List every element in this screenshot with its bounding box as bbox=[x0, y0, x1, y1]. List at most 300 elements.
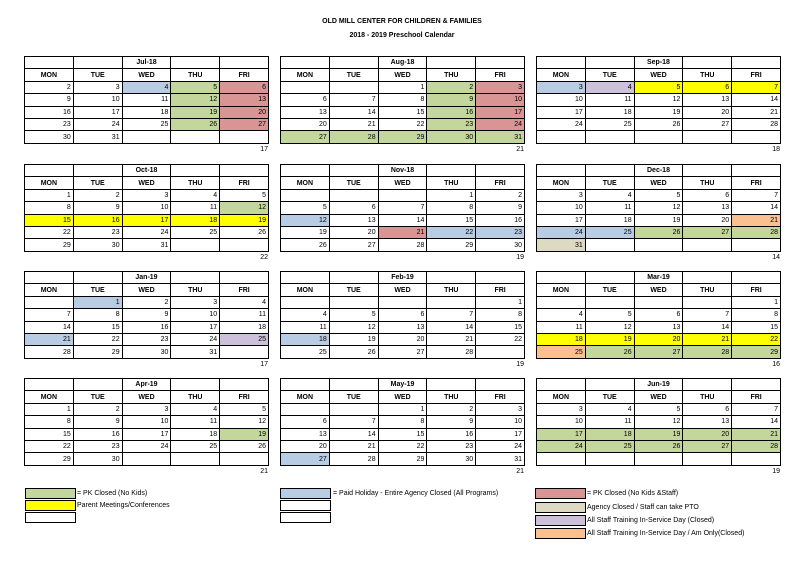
day-cell: 19 bbox=[171, 106, 220, 118]
day-cell: 6 bbox=[281, 94, 330, 106]
day-cell: 28 bbox=[732, 118, 781, 130]
day-cell: 15 bbox=[476, 321, 525, 333]
day-cell: 10 bbox=[476, 94, 525, 106]
header-cell bbox=[683, 272, 732, 284]
week-row bbox=[537, 346, 781, 358]
day-cell bbox=[634, 453, 683, 465]
month-block bbox=[280, 378, 525, 477]
day-cell: 30 bbox=[25, 131, 74, 143]
day-cell: 21 bbox=[732, 106, 781, 118]
day-cell: 25 bbox=[585, 118, 634, 130]
day-cell: 10 bbox=[537, 202, 586, 214]
month-block bbox=[280, 56, 525, 155]
day-cell: 20 bbox=[683, 214, 732, 226]
day-cell: 5 bbox=[634, 403, 683, 415]
day-cell: 8 bbox=[378, 416, 427, 428]
day-cell: 25 bbox=[281, 346, 330, 358]
day-cell: 21 bbox=[427, 333, 476, 345]
day-cell: 30 bbox=[476, 239, 525, 251]
day-cell: 2 bbox=[73, 189, 122, 201]
weekday-header: TUE bbox=[585, 391, 634, 403]
day-cell: 26 bbox=[220, 440, 269, 452]
day-cell: 31 bbox=[476, 453, 525, 465]
day-cell: 24 bbox=[537, 440, 586, 452]
day-cell: 28 bbox=[25, 346, 74, 358]
day-cell bbox=[220, 453, 269, 465]
day-count: 17 bbox=[260, 145, 268, 153]
day-count: 19 bbox=[772, 467, 780, 475]
day-cell bbox=[476, 346, 525, 358]
week-row bbox=[281, 94, 525, 106]
week-row bbox=[281, 453, 525, 465]
month-name: Jul-18 bbox=[122, 57, 171, 69]
day-cell: 29 bbox=[378, 131, 427, 143]
day-cell: 20 bbox=[683, 106, 732, 118]
header-cell bbox=[281, 165, 330, 177]
week-row bbox=[281, 106, 525, 118]
legend-pk-closed: = PK Closed (No Kids) bbox=[77, 490, 148, 497]
day-cell: 7 bbox=[732, 81, 781, 93]
weekday-header: THU bbox=[171, 391, 220, 403]
day-cell: 25 bbox=[537, 346, 586, 358]
header-cell bbox=[537, 379, 586, 391]
header-cell bbox=[25, 57, 74, 69]
day-cell: 3 bbox=[122, 403, 171, 415]
day-cell: 6 bbox=[683, 189, 732, 201]
day-cell: 25 bbox=[171, 440, 220, 452]
day-cell: 17 bbox=[122, 214, 171, 226]
day-cell: 17 bbox=[476, 106, 525, 118]
week-row bbox=[25, 403, 269, 415]
day-cell: 11 bbox=[171, 202, 220, 214]
day-cell bbox=[378, 189, 427, 201]
day-cell: 12 bbox=[634, 416, 683, 428]
day-cell: 12 bbox=[171, 94, 220, 106]
week-row bbox=[537, 226, 781, 238]
legend-swatch-empty-3 bbox=[280, 512, 331, 523]
week-row bbox=[25, 428, 269, 440]
day-cell: 22 bbox=[25, 440, 74, 452]
weekday-header: FRI bbox=[476, 284, 525, 296]
header-cell bbox=[329, 57, 378, 69]
day-cell bbox=[732, 453, 781, 465]
day-cell bbox=[585, 239, 634, 251]
legend-swatch-pk-closed-staff bbox=[535, 488, 586, 499]
day-cell bbox=[171, 131, 220, 143]
month-block bbox=[280, 164, 525, 263]
weekday-header: MON bbox=[25, 177, 74, 189]
weekday-header: WED bbox=[122, 177, 171, 189]
day-cell bbox=[281, 81, 330, 93]
week-row bbox=[25, 239, 269, 251]
day-cell: 2 bbox=[427, 81, 476, 93]
day-cell: 22 bbox=[427, 226, 476, 238]
day-cell bbox=[683, 131, 732, 143]
weekday-header: WED bbox=[378, 177, 427, 189]
day-cell: 26 bbox=[634, 226, 683, 238]
legend-staff-training: All Staff Training In-Service Day (Closed) bbox=[587, 517, 715, 524]
header-cell bbox=[25, 165, 74, 177]
day-cell: 18 bbox=[171, 214, 220, 226]
day-cell: 14 bbox=[427, 321, 476, 333]
month-block bbox=[536, 56, 781, 155]
header-cell bbox=[476, 379, 525, 391]
week-row bbox=[25, 118, 269, 130]
week-row bbox=[281, 333, 525, 345]
month-name: Aug-18 bbox=[378, 57, 427, 69]
month-block bbox=[24, 271, 269, 370]
day-cell: 3 bbox=[73, 81, 122, 93]
day-cell: 22 bbox=[476, 333, 525, 345]
weekday-header: THU bbox=[427, 177, 476, 189]
day-count: 14 bbox=[772, 253, 780, 261]
day-cell: 29 bbox=[427, 239, 476, 251]
day-cell: 21 bbox=[329, 440, 378, 452]
weekday-header: FRI bbox=[476, 177, 525, 189]
legend-swatch-pk-closed bbox=[25, 488, 76, 499]
day-cell: 3 bbox=[476, 81, 525, 93]
day-cell: 23 bbox=[476, 226, 525, 238]
day-cell: 3 bbox=[537, 81, 586, 93]
weekday-header: WED bbox=[122, 391, 171, 403]
week-row bbox=[25, 94, 269, 106]
day-cell: 24 bbox=[476, 440, 525, 452]
week-row bbox=[281, 440, 525, 452]
header-cell bbox=[220, 272, 269, 284]
day-cell: 18 bbox=[585, 106, 634, 118]
day-cell: 18 bbox=[281, 333, 330, 345]
legend-parent-meetings: Parent Meetings/Conferences bbox=[77, 502, 170, 509]
day-cell: 23 bbox=[427, 118, 476, 130]
header-cell bbox=[329, 379, 378, 391]
day-cell: 6 bbox=[281, 416, 330, 428]
day-cell: 4 bbox=[281, 309, 330, 321]
month-name: Jan-19 bbox=[122, 272, 171, 284]
weekday-header: MON bbox=[281, 177, 330, 189]
day-cell: 1 bbox=[476, 296, 525, 308]
day-cell: 3 bbox=[537, 403, 586, 415]
day-cell: 23 bbox=[427, 440, 476, 452]
day-cell: 30 bbox=[122, 346, 171, 358]
day-cell bbox=[634, 296, 683, 308]
day-cell: 20 bbox=[634, 333, 683, 345]
weekday-header: THU bbox=[171, 69, 220, 81]
day-cell: 17 bbox=[171, 321, 220, 333]
day-cell: 17 bbox=[122, 428, 171, 440]
day-cell: 6 bbox=[329, 202, 378, 214]
day-cell: 27 bbox=[683, 118, 732, 130]
day-cell bbox=[220, 346, 269, 358]
day-cell: 10 bbox=[73, 94, 122, 106]
header-cell bbox=[220, 379, 269, 391]
day-cell: 28 bbox=[329, 131, 378, 143]
weekday-header: FRI bbox=[220, 69, 269, 81]
week-row bbox=[537, 416, 781, 428]
day-cell: 7 bbox=[378, 202, 427, 214]
week-row bbox=[281, 416, 525, 428]
day-cell: 12 bbox=[220, 416, 269, 428]
header-cell bbox=[220, 165, 269, 177]
day-cell: 29 bbox=[73, 346, 122, 358]
day-cell bbox=[171, 239, 220, 251]
day-cell: 20 bbox=[683, 428, 732, 440]
week-row bbox=[537, 333, 781, 345]
day-cell: 15 bbox=[732, 321, 781, 333]
day-cell bbox=[427, 296, 476, 308]
day-cell: 12 bbox=[220, 202, 269, 214]
header-cell bbox=[281, 57, 330, 69]
header-cell bbox=[73, 165, 122, 177]
day-cell bbox=[281, 189, 330, 201]
day-cell: 23 bbox=[122, 333, 171, 345]
day-cell: 26 bbox=[634, 440, 683, 452]
header-cell bbox=[171, 57, 220, 69]
day-cell: 10 bbox=[537, 416, 586, 428]
day-cell: 12 bbox=[281, 214, 330, 226]
day-cell: 4 bbox=[585, 81, 634, 93]
day-cell: 11 bbox=[122, 94, 171, 106]
week-row bbox=[281, 296, 525, 308]
weekday-header: FRI bbox=[220, 284, 269, 296]
day-cell: 14 bbox=[732, 94, 781, 106]
week-row bbox=[25, 296, 269, 308]
week-row bbox=[537, 321, 781, 333]
legend-agency-closed: Agency Closed / Staff can take PTO bbox=[587, 504, 699, 511]
week-row bbox=[537, 131, 781, 143]
header-cell bbox=[427, 165, 476, 177]
day-cell: 14 bbox=[378, 214, 427, 226]
week-row bbox=[537, 118, 781, 130]
day-cell: 5 bbox=[171, 81, 220, 93]
day-cell: 30 bbox=[427, 453, 476, 465]
legend-swatch-paid-holiday bbox=[280, 488, 331, 499]
day-cell bbox=[585, 296, 634, 308]
day-cell: 30 bbox=[73, 453, 122, 465]
day-cell: 4 bbox=[220, 296, 269, 308]
week-row bbox=[25, 416, 269, 428]
day-cell: 18 bbox=[171, 428, 220, 440]
header-cell bbox=[537, 272, 586, 284]
day-cell: 23 bbox=[73, 226, 122, 238]
day-cell: 13 bbox=[329, 214, 378, 226]
day-cell: 21 bbox=[732, 214, 781, 226]
day-cell: 31 bbox=[73, 131, 122, 143]
day-cell: 2 bbox=[122, 296, 171, 308]
day-cell: 14 bbox=[732, 416, 781, 428]
header-cell bbox=[220, 57, 269, 69]
day-cell: 11 bbox=[585, 416, 634, 428]
header-cell bbox=[281, 379, 330, 391]
day-cell: 1 bbox=[427, 189, 476, 201]
day-cell: 11 bbox=[220, 309, 269, 321]
day-cell: 26 bbox=[220, 226, 269, 238]
weekday-header: TUE bbox=[73, 284, 122, 296]
day-cell: 14 bbox=[732, 202, 781, 214]
week-row bbox=[281, 346, 525, 358]
day-cell bbox=[378, 296, 427, 308]
day-cell: 10 bbox=[122, 416, 171, 428]
month-name: May-19 bbox=[378, 379, 427, 391]
day-cell: 5 bbox=[634, 189, 683, 201]
day-cell: 9 bbox=[73, 202, 122, 214]
day-cell: 27 bbox=[378, 346, 427, 358]
header-cell bbox=[585, 272, 634, 284]
day-cell: 26 bbox=[634, 118, 683, 130]
week-row bbox=[281, 118, 525, 130]
day-count: 19 bbox=[516, 360, 524, 368]
week-row bbox=[25, 440, 269, 452]
day-cell: 8 bbox=[476, 309, 525, 321]
day-cell: 24 bbox=[122, 226, 171, 238]
week-row bbox=[537, 403, 781, 415]
day-cell: 1 bbox=[73, 296, 122, 308]
header-cell bbox=[683, 379, 732, 391]
day-cell: 2 bbox=[476, 189, 525, 201]
day-cell: 1 bbox=[378, 81, 427, 93]
day-cell: 9 bbox=[73, 416, 122, 428]
day-cell: 9 bbox=[427, 94, 476, 106]
day-cell: 8 bbox=[25, 202, 74, 214]
day-cell: 13 bbox=[378, 321, 427, 333]
day-cell bbox=[25, 296, 74, 308]
day-cell: 28 bbox=[378, 239, 427, 251]
day-cell: 22 bbox=[378, 440, 427, 452]
day-cell: 8 bbox=[73, 309, 122, 321]
weekday-header: MON bbox=[537, 284, 586, 296]
day-cell bbox=[585, 131, 634, 143]
day-cell bbox=[585, 453, 634, 465]
day-cell: 7 bbox=[329, 94, 378, 106]
weekday-header: MON bbox=[537, 177, 586, 189]
day-cell: 16 bbox=[73, 428, 122, 440]
day-cell: 10 bbox=[537, 94, 586, 106]
day-cell: 30 bbox=[427, 131, 476, 143]
day-cell: 6 bbox=[378, 309, 427, 321]
day-cell: 5 bbox=[220, 189, 269, 201]
day-cell: 7 bbox=[683, 309, 732, 321]
month-name: Nov-18 bbox=[378, 165, 427, 177]
day-cell: 11 bbox=[537, 321, 586, 333]
weekday-header: WED bbox=[378, 391, 427, 403]
day-cell: 31 bbox=[537, 239, 586, 251]
day-cell: 13 bbox=[683, 202, 732, 214]
day-count: 18 bbox=[772, 145, 780, 153]
day-cell bbox=[281, 403, 330, 415]
day-cell: 11 bbox=[585, 94, 634, 106]
day-cell: 8 bbox=[427, 202, 476, 214]
legend-swatch-agency-closed bbox=[535, 502, 586, 513]
day-cell: 27 bbox=[329, 239, 378, 251]
day-cell: 2 bbox=[427, 403, 476, 415]
day-cell: 16 bbox=[73, 214, 122, 226]
day-cell: 28 bbox=[683, 346, 732, 358]
day-cell: 22 bbox=[73, 333, 122, 345]
week-row bbox=[25, 214, 269, 226]
month-name: Oct-18 bbox=[122, 165, 171, 177]
week-row bbox=[537, 106, 781, 118]
day-cell: 14 bbox=[329, 106, 378, 118]
day-cell: 28 bbox=[329, 453, 378, 465]
header-cell bbox=[427, 379, 476, 391]
day-cell: 15 bbox=[25, 428, 74, 440]
header-cell bbox=[476, 57, 525, 69]
legend-pk-closed-staff: = PK Closed (No Kids &Staff) bbox=[587, 490, 679, 497]
week-row bbox=[537, 440, 781, 452]
day-cell: 2 bbox=[25, 81, 74, 93]
day-cell: 10 bbox=[122, 202, 171, 214]
weekday-header: WED bbox=[634, 391, 683, 403]
day-cell: 7 bbox=[732, 189, 781, 201]
weekday-header: TUE bbox=[585, 284, 634, 296]
day-cell: 19 bbox=[220, 214, 269, 226]
day-cell: 6 bbox=[220, 81, 269, 93]
day-cell: 27 bbox=[281, 131, 330, 143]
weekday-header: FRI bbox=[732, 391, 781, 403]
day-cell: 17 bbox=[537, 428, 586, 440]
day-cell: 18 bbox=[122, 106, 171, 118]
header-cell bbox=[171, 165, 220, 177]
weekday-header: TUE bbox=[329, 284, 378, 296]
day-cell: 11 bbox=[585, 202, 634, 214]
header-cell bbox=[329, 165, 378, 177]
day-cell: 24 bbox=[73, 118, 122, 130]
day-cell: 8 bbox=[732, 309, 781, 321]
day-cell bbox=[634, 131, 683, 143]
day-cell: 5 bbox=[634, 81, 683, 93]
day-cell: 20 bbox=[378, 333, 427, 345]
day-cell: 26 bbox=[585, 346, 634, 358]
day-cell: 7 bbox=[329, 416, 378, 428]
week-row bbox=[281, 403, 525, 415]
day-cell: 4 bbox=[585, 403, 634, 415]
day-count: 19 bbox=[516, 253, 524, 261]
day-cell: 18 bbox=[585, 428, 634, 440]
day-cell: 21 bbox=[25, 333, 74, 345]
day-cell: 22 bbox=[378, 118, 427, 130]
day-cell: 12 bbox=[634, 94, 683, 106]
day-cell: 1 bbox=[378, 403, 427, 415]
day-cell bbox=[683, 239, 732, 251]
day-cell: 17 bbox=[476, 428, 525, 440]
weekday-header: WED bbox=[634, 69, 683, 81]
week-row bbox=[537, 453, 781, 465]
header-cell bbox=[73, 57, 122, 69]
day-count: 21 bbox=[516, 145, 524, 153]
day-cell: 15 bbox=[427, 214, 476, 226]
week-row bbox=[281, 214, 525, 226]
header-cell bbox=[585, 57, 634, 69]
day-cell: 27 bbox=[634, 346, 683, 358]
day-cell: 2 bbox=[73, 403, 122, 415]
day-cell: 12 bbox=[634, 202, 683, 214]
week-row bbox=[25, 346, 269, 358]
day-cell bbox=[122, 131, 171, 143]
week-row bbox=[281, 321, 525, 333]
day-count: 21 bbox=[260, 467, 268, 475]
day-cell: 22 bbox=[732, 333, 781, 345]
day-cell: 4 bbox=[537, 309, 586, 321]
day-cell: 15 bbox=[378, 106, 427, 118]
day-cell: 21 bbox=[378, 226, 427, 238]
week-row bbox=[537, 296, 781, 308]
weekday-header: FRI bbox=[476, 391, 525, 403]
header-cell bbox=[585, 165, 634, 177]
header-cell bbox=[732, 57, 781, 69]
weekday-header: MON bbox=[25, 69, 74, 81]
weekday-header: MON bbox=[537, 69, 586, 81]
month-name: Mar-19 bbox=[634, 272, 683, 284]
day-cell: 7 bbox=[732, 403, 781, 415]
